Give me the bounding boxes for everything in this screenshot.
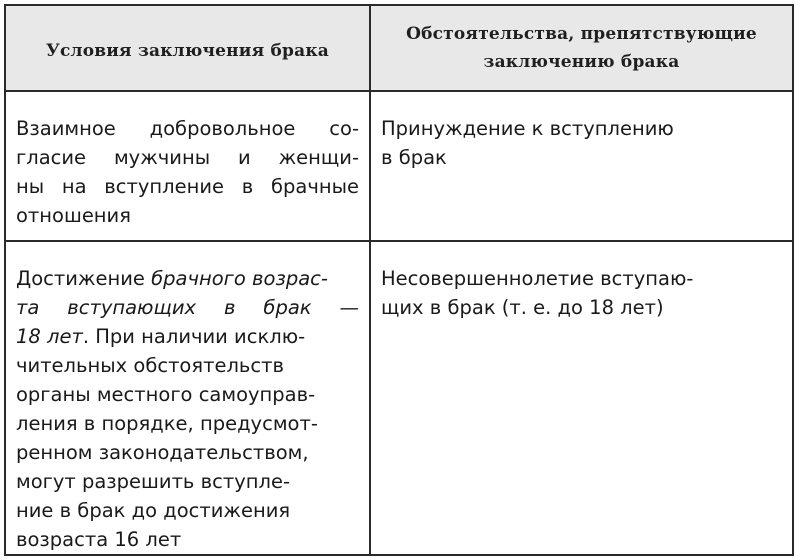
header-cell-conditions xyxy=(6,6,371,90)
condition-line: отношения xyxy=(16,204,131,227)
condition-line: ны на вступление в брачные xyxy=(16,175,359,198)
obstacle-cell xyxy=(371,92,792,240)
condition-line: ние в брак до достижения xyxy=(16,499,291,522)
obstacle-cell xyxy=(371,242,792,554)
condition-text xyxy=(16,114,359,230)
table-row xyxy=(6,92,792,242)
header-cell-obstacles xyxy=(371,6,792,90)
obstacle-line: Принуждение к вступлению xyxy=(381,117,674,140)
condition-text xyxy=(16,264,359,554)
obstacle-line: Несовершеннолетие вступаю- xyxy=(381,267,694,290)
condition-line: Взаимное добровольное со- xyxy=(16,117,359,140)
condition-line: гласие мужчины и женщи- xyxy=(16,146,359,169)
condition-line: ренном законодательством, xyxy=(16,441,309,464)
condition-text-plain: Достижение xyxy=(16,267,152,290)
condition-text-plain: . При наличии исклю- xyxy=(82,325,306,348)
table-row xyxy=(6,242,792,554)
condition-line: могут разрешить вступле- xyxy=(16,470,290,493)
condition-line: чительных обстоятельств xyxy=(16,354,284,377)
condition-line xyxy=(16,264,359,293)
condition-text-italic: 18 лет xyxy=(16,325,83,348)
condition-line xyxy=(16,322,359,351)
condition-line: возраста 16 лет xyxy=(16,528,182,551)
obstacle-line: в брак xyxy=(381,146,447,169)
obstacle-text xyxy=(381,264,782,322)
condition-line: ления в порядке, предусмот- xyxy=(16,412,318,435)
header-obstacles-label xyxy=(371,20,792,76)
header-conditions-label: Условия заключения брака xyxy=(45,41,330,61)
obstacle-line: щих в брак (т. е. до 18 лет) xyxy=(381,296,664,319)
condition-line-italic: та вступающих в брак — xyxy=(16,296,359,319)
marriage-conditions-table xyxy=(4,4,794,556)
condition-cell xyxy=(6,92,371,240)
condition-cell xyxy=(6,242,371,554)
condition-text-italic: брачного возрас- xyxy=(151,267,328,290)
header-obstacles-line-2: заключению брака xyxy=(483,52,680,72)
header-obstacles-line-1: Обстоятельства, препятствующие xyxy=(406,24,757,44)
condition-line: органы местного самоуправ- xyxy=(16,383,316,406)
obstacle-text xyxy=(381,114,782,172)
table-header-row xyxy=(6,6,792,92)
